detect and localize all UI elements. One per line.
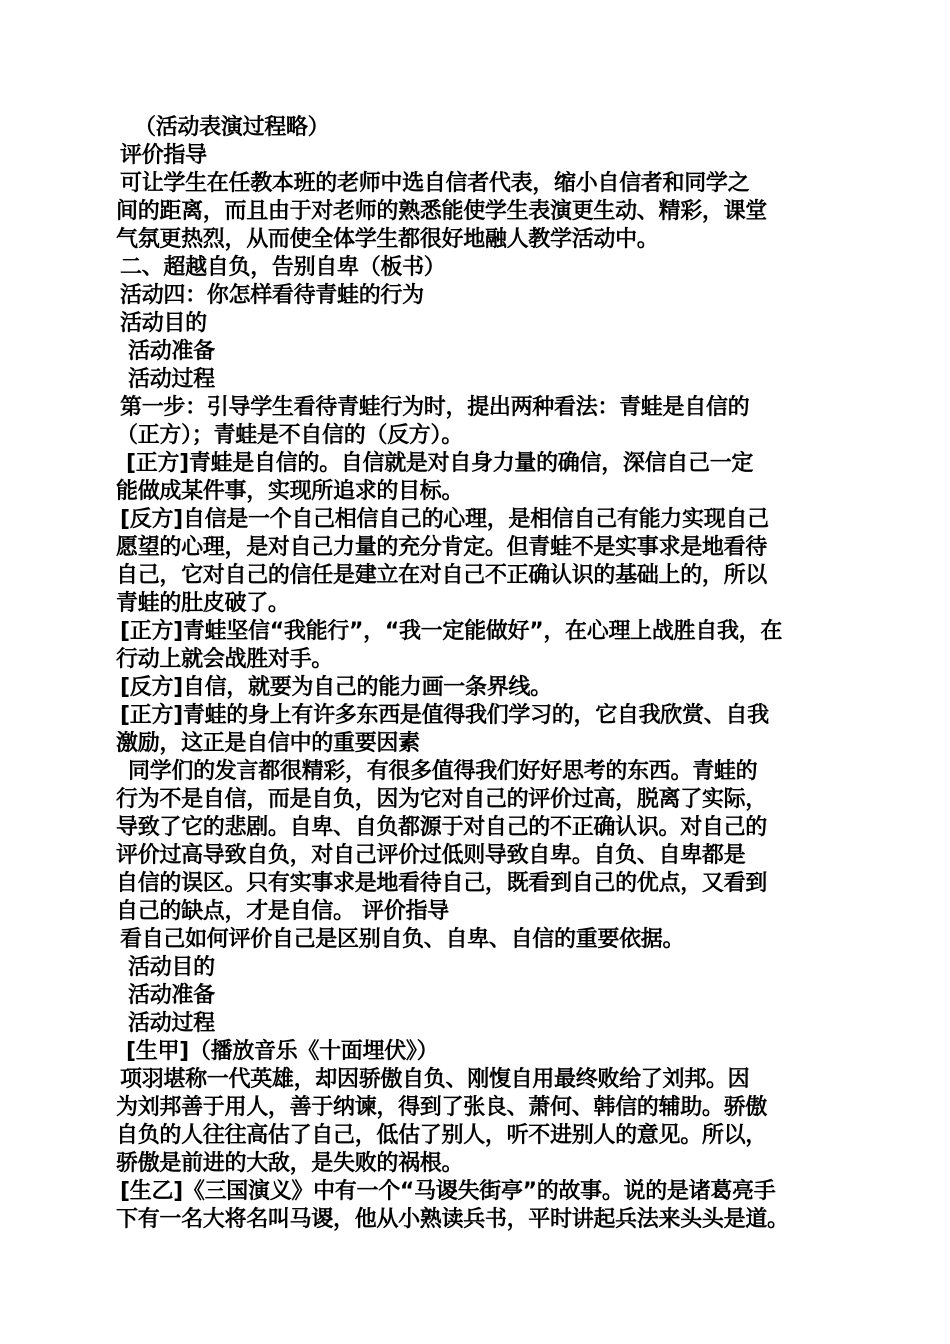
text-line: 二、超越自负，告别自卑（板书） [120, 255, 446, 280]
text-line: 评价过高导致自负，对自己评价过低则导致自卑。自负、自卑都是 [116, 843, 746, 868]
text-line: 项羽堪称一代英雄，却因骄傲自负、刚愎自用最终败给了刘邦。因 [120, 1067, 750, 1092]
text-line: 愿望的心理，是对自己力量的充分肯定。但青蛙不是实事求是地看待 [116, 535, 768, 560]
text-line: 评价指导 [120, 143, 207, 168]
text-line: 行动上就会战胜对手。 [116, 647, 334, 672]
text-line: 自负的人往往高估了自己，低估了别人，听不进别人的意见。所以， [116, 1123, 768, 1148]
text-line: [正方]青蛙的身上有许多东西是值得我们学习的，它自我欣赏、自我 [120, 703, 769, 728]
text-line: 自信的误区。只有实事求是地看待自己，既看到自己的优点，又看到 [116, 871, 768, 896]
text-line: 行为不是自信，而是自负，因为它对自己的评价过高，脱离了实际， [116, 787, 768, 812]
text-line: 第一步：引导学生看待青蛙行为时，提出两种看法：青蛙是自信的 [120, 395, 750, 420]
text-line: 气氛更热烈，从而使全体学生都很好地融人教学活动中。 [116, 227, 659, 252]
text-line: 下有一名大将名叫马谡，他从小熟读兵书，平时讲起兵法来头头是道。 [116, 1207, 789, 1232]
text-line: 骄傲是前进的大敌，是失败的祸根。 [116, 1151, 464, 1176]
text-line: 自己的缺点，才是自信。 评价指导 [116, 899, 449, 924]
text-line: 能做成某件事，实现所追求的目标。 [116, 479, 464, 504]
text-line: 激励，这正是自信中的重要因素 [116, 731, 420, 756]
text-line: 可让学生在任教本班的老师中选自信者代表，缩小自信者和同学之 [120, 171, 750, 196]
text-line: 自己，它对自己的信任是建立在对自己不正确认识的基础上的，所以 [116, 563, 768, 588]
text-line: [反方]自信是一个自己相信自己的心理，是相信自己有能力实现自己 [120, 507, 769, 532]
text-line: [反方]自信，就要为自己的能力画一条界线。 [120, 675, 552, 700]
text-line: （活动表演过程略） [134, 115, 330, 140]
text-line: [生乙]《三国演义》中有一个“马谡失街亭”的故事。说的是诸葛亮手 [120, 1179, 776, 1204]
text-line: 间的距离，而且由于对老师的熟悉能使学生表演更生动、精彩，课堂 [116, 199, 768, 224]
text-line: 为刘邦善于用人，善于纳谏，得到了张良、萧何、韩信的辅助。骄傲 [116, 1095, 768, 1120]
text-line: 活动准备 [128, 983, 215, 1008]
document-body [116, 114, 856, 1234]
text-line: （正方）；青蛙是不自信的（反方）。 [116, 423, 463, 448]
text-line: [正方]青蛙是自信的。自信就是对自身力量的确信，深信自己一定 [126, 451, 754, 476]
text-line: 活动过程 [128, 367, 215, 392]
text-line: [正方]青蛙坚信“我能行”，“我一定能做好”，在心理上战胜自我，在 [120, 619, 783, 644]
text-line: 导致了它的悲剧。自卑、自负都源于对自己的不正确认识。对自己的 [116, 815, 768, 840]
text-line: 活动四：你怎样看待青蛙的行为 [120, 283, 424, 308]
text-line: 活动过程 [128, 1011, 215, 1036]
text-line: 活动目的 [120, 311, 207, 336]
text-line: 活动目的 [128, 955, 215, 980]
text-line: 同学们的发言都很精彩，有很多值得我们好好思考的东西。青蛙的 [128, 759, 758, 784]
text-line: 活动准备 [128, 339, 215, 364]
text-line: [生甲]（播放音乐《十面埋伏》） [126, 1039, 439, 1064]
text-line: 看自己如何评价自己是区别自负、自卑、自信的重要依据。 [120, 927, 685, 952]
text-line: 青蛙的肚皮破了。 [116, 591, 290, 616]
